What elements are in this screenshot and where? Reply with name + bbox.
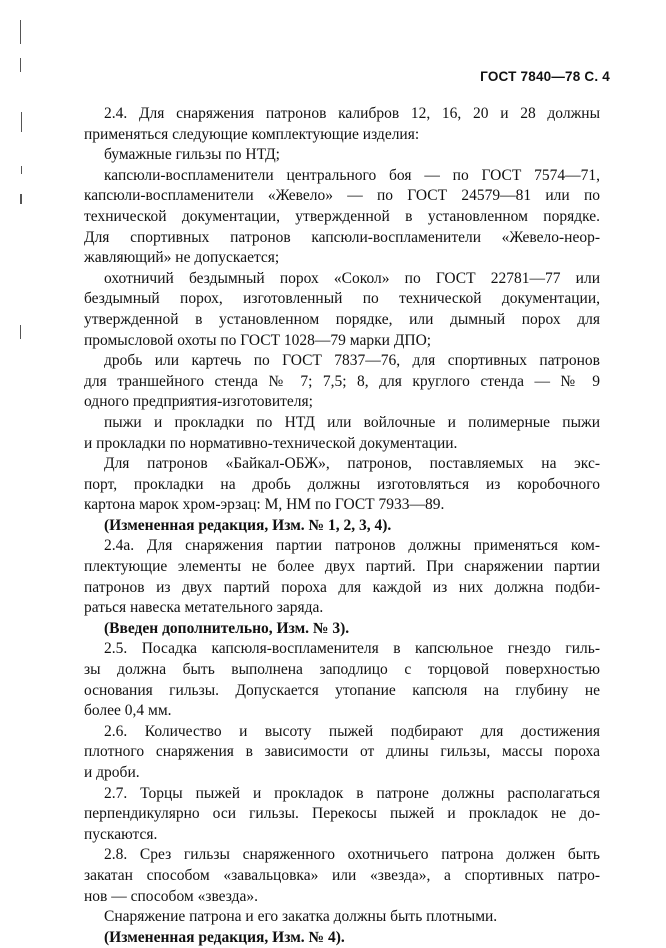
paragraph-note2 xyxy=(104,619,600,640)
text-line: 2.4. Для снаряжения патронов калибров 12, 16, 20 и 28 должны xyxy=(104,105,600,122)
paragraph-p2_5 xyxy=(84,639,600,721)
text-line: 2.5. Посадка капсюля-воспламенителя в капсюльное гнездо гиль- xyxy=(104,640,600,658)
text-line: основания гильзы. Допускается утопание капсюля на глубину не xyxy=(84,681,600,699)
text-line: закатан способом «завальцовка» или «звезда», а спортивных патро- xyxy=(84,866,600,884)
paragraph-p2_4a xyxy=(84,536,600,618)
paragraph-gilzy xyxy=(104,145,600,166)
paragraph-p2_7 xyxy=(84,784,600,846)
text-line: 2.8. Срез гильзы снаряженного охотничьего патрона должен быть xyxy=(104,846,600,864)
text-line: 2.7. Торцы пыжей и прокладок в патроне должны располагаться xyxy=(104,784,600,802)
scan-mark xyxy=(21,166,22,174)
paragraph-drob xyxy=(84,351,600,413)
scan-mark xyxy=(20,20,21,44)
text-line: бездымный порох, изготовленный по технической документации, xyxy=(84,290,600,308)
paragraph-p2_8 xyxy=(84,845,600,907)
text-line: раться навеска метательного заряда. xyxy=(84,599,324,617)
scan-mark xyxy=(20,194,22,204)
text-line: нов — способом «звезда». xyxy=(84,887,258,905)
scan-mark xyxy=(20,325,21,339)
text-line: (Введен дополнительно, Изм. № 3). xyxy=(104,619,350,637)
text-line: порт, прокладки на дробь должны изготовляться из коробочного xyxy=(84,475,600,493)
text-line: (Измененная редакция, Изм. № 4). xyxy=(104,928,345,946)
text-line: пыжи и прокладки по НТД или войлочные и полимерные пыжи xyxy=(104,413,600,431)
text-line: перпендикулярно оси гильзы. Перекосы пыжей и прокладок не до- xyxy=(84,805,600,823)
text-line: пускаются. xyxy=(84,825,158,843)
text-line: дробь или картечь по ГОСТ 7837—76, для спортивных патронов xyxy=(104,352,600,370)
text-line: бумажные гильзы по НТД; xyxy=(104,146,280,164)
text-line: плектующие элементы не более двух партий. При снаряжении партии xyxy=(84,558,600,576)
text-line: и дроби. xyxy=(84,764,140,781)
text-line: жавляющий» не допускается; xyxy=(84,249,280,267)
text-line: Снаряжение патрона и его закатка должны быть плотными. xyxy=(104,908,498,926)
paragraph-note1 xyxy=(104,516,600,537)
text-line: плотного снаряжения в зависимости от длины гильзы, массы пороха xyxy=(84,743,600,761)
paragraph-porokh xyxy=(84,269,600,351)
text-line: 2.4а. Для снаряжения партии патронов должны применяться ком- xyxy=(104,537,600,555)
text-line: применяться следующие комплектующие изделия: xyxy=(84,125,420,143)
page-header: ГОСТ 7840—78 С. 4 xyxy=(480,69,610,84)
text-line: капсюли-воспламенители «Жевело» — по ГОСТ 24579—81 или по xyxy=(84,187,600,205)
text-line: патронов из двух партий пороха для каждой из них должна подби- xyxy=(84,578,600,596)
text-line: охотничий бездымный порох «Сокол» по ГОСТ 22781—77 или xyxy=(104,269,600,287)
text-line: для траншейного стенда № 7; 7,5; 8, для круглого стенда — № 9 xyxy=(84,372,600,390)
text-line: 2.6. Количество и высоту пыжей подбирают для достижения xyxy=(104,722,600,740)
paragraph-zakatka xyxy=(104,907,600,928)
text-line: одного предприятия-изготовителя; xyxy=(84,393,313,411)
text-line: более 0,4 мм. xyxy=(84,702,172,720)
text-line: Для спортивных патронов капсюли-воспламенители «Жевело-неор- xyxy=(84,228,600,246)
scan-mark xyxy=(21,112,22,132)
text-line: технической документации, утвержденной в установленном порядке. xyxy=(84,207,600,225)
document-body xyxy=(84,104,600,948)
text-line: и прокладки по нормативно-технической документации. xyxy=(84,434,458,452)
paragraph-p2_6 xyxy=(84,722,600,784)
text-line: утвержденной в установленном порядке, или дымный порох для xyxy=(84,310,600,328)
text-line: Для патронов «Байкал-ОБЖ», патронов, поставляемых на экс- xyxy=(104,455,600,473)
text-line: картона марок хром-эрзац: М, НМ по ГОСТ 7933—89. xyxy=(84,496,445,514)
paragraph-p2_4 xyxy=(84,104,600,145)
paragraph-pyzhi xyxy=(84,413,600,454)
paragraph-baikal xyxy=(84,454,600,516)
scan-mark xyxy=(20,58,21,72)
text-line: (Измененная редакция, Изм. № 1, 2, 3, 4). xyxy=(104,516,392,534)
text-line: капсюли-воспламенители центрального боя — по ГОСТ 7574—71, xyxy=(104,166,600,184)
text-line: промысловой охоты по ГОСТ 1028—79 марки ДПО; xyxy=(84,331,432,349)
text-line: зы должна быть выполнена заподлицо с торцовой поверхностью xyxy=(84,661,600,679)
paragraph-kapsuli xyxy=(84,166,600,269)
paragraph-note3 xyxy=(104,928,600,948)
